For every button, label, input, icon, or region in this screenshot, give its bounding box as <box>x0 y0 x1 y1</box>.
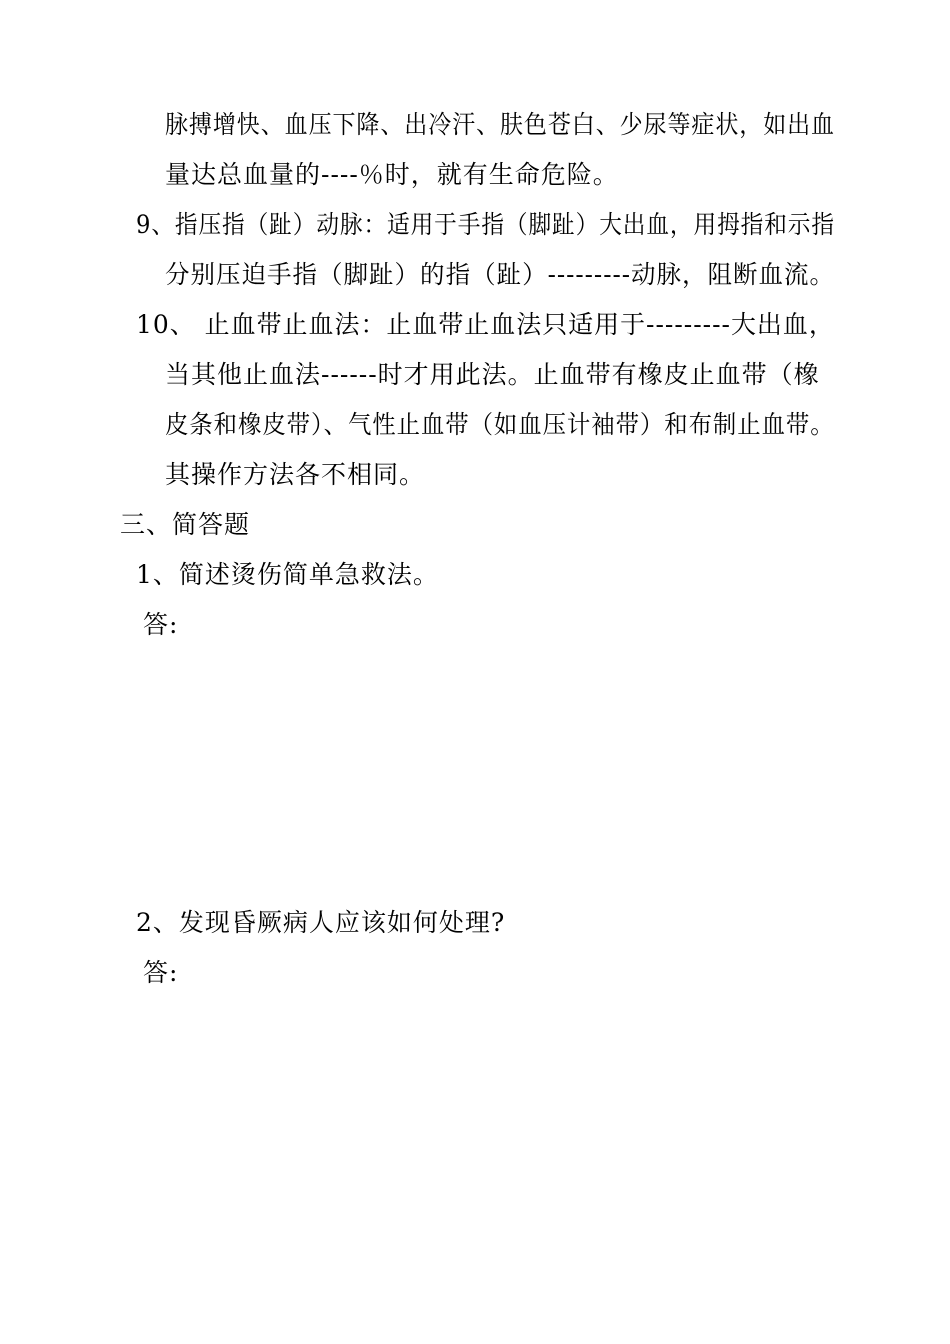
answer-label-2: 答: <box>143 958 179 987</box>
item-9-line-2: 分别压迫手指（脚趾）的指（趾）---------动脉，阻断血流。 <box>165 260 836 289</box>
text-line-2: 量达总血量的----％时，就有生命危险。 <box>165 160 619 189</box>
question-2: 2、发现昏厥病人应该如何处理? <box>136 908 506 937</box>
item-10-line-1: 10、 止血带止血法：止血带止血法只适用于---------大出血， <box>136 310 835 339</box>
item-10-line-2: 当其他止血法------时才用此法。止血带有橡皮止血带（橡 <box>165 360 820 389</box>
item-10-line-3: 皮条和橡皮带）、气性止血带（如血压计袖带）和布制止血带。 <box>165 410 835 439</box>
item-9-line-1: 9、指压指（趾）动脉：适用于手指（脚趾）大出血，用拇指和示指 <box>136 210 835 239</box>
text-line-1: 脉搏增快、血压下降、出冷汗、肤色苍白、少尿等症状，如出血 <box>165 110 835 139</box>
answer-label-1: 答: <box>143 610 179 639</box>
item-10-line-4: 其操作方法各不相同。 <box>165 460 426 489</box>
question-1: 1、简述烫伤简单急救法。 <box>136 560 439 589</box>
section-title: 三、简答题 <box>120 510 251 539</box>
